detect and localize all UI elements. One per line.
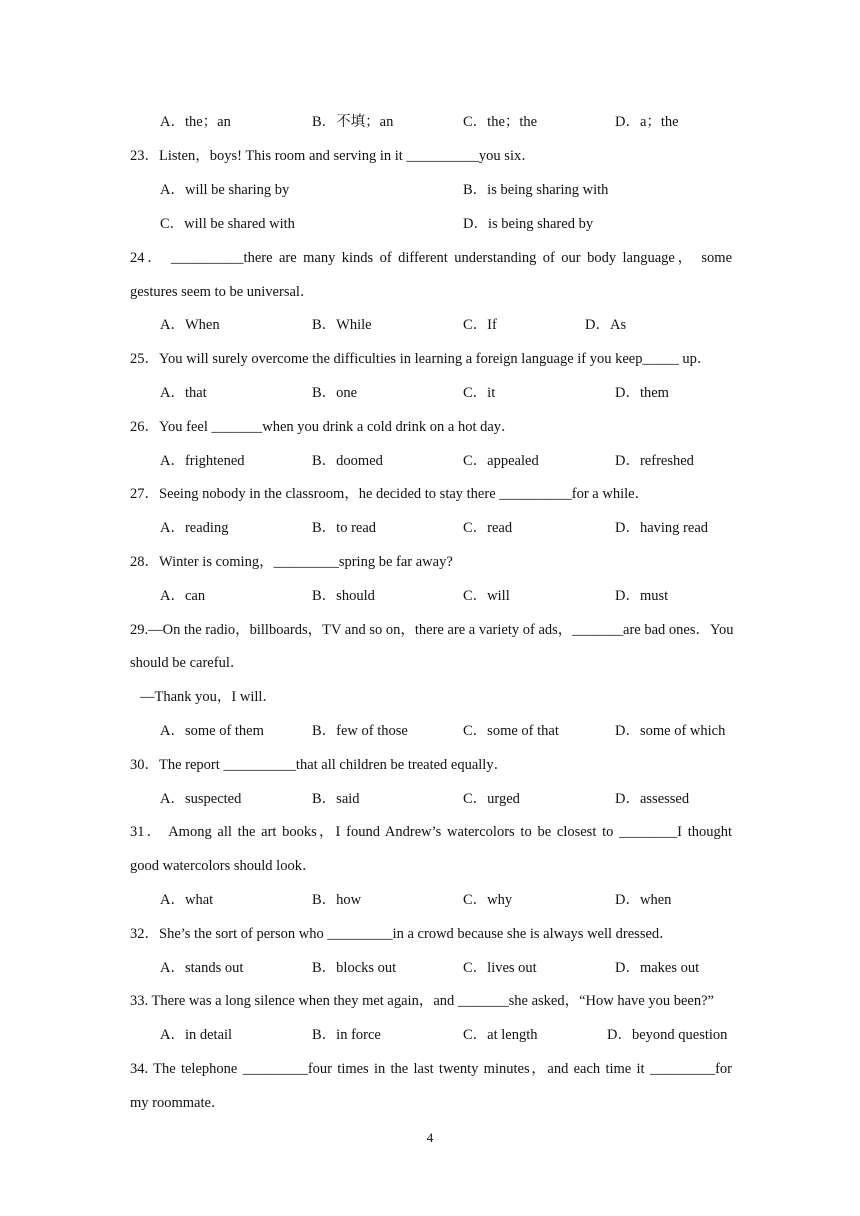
answer-option: A．When (160, 317, 220, 333)
answer-option: A．that (160, 385, 207, 401)
answer-option: D．beyond question (607, 1027, 728, 1043)
answer-option: B．said (312, 791, 360, 807)
answer-option: A．reading (160, 520, 229, 536)
question-text: 27．Seeing nobody in the classroom，he decided to stay there __________for a while． (130, 486, 650, 502)
question-text: should be careful． (130, 655, 245, 671)
answer-option: A．will be sharing by (160, 182, 290, 198)
question-text: 28．Winter is coming，_________spring be far away? (130, 554, 453, 570)
question-text: 34. The telephone _________four times in the last twenty minutes，and each time it _________for (130, 1061, 732, 1077)
question-text: 33. There was a long silence when they met again，and _______she asked，“How have you been?” (130, 993, 714, 1009)
question-text: 23．Listen，boys! This room and serving in it __________you six． (130, 148, 536, 164)
answer-option: B．doomed (312, 453, 383, 469)
answer-option: D．having read (615, 520, 709, 536)
question-text: 32．She’s the sort of person who _________in a crowd because she is always well dressed． (130, 926, 674, 942)
answer-option: D．refreshed (615, 453, 694, 469)
answer-option: D．As (585, 317, 627, 333)
answer-option: B．in force (312, 1027, 381, 1043)
answer-option: D．must (615, 588, 669, 604)
answer-option: B．one (312, 385, 358, 401)
answer-option: C．some of that (463, 723, 559, 739)
question-text: 24． __________there are many kinds of different understanding of our body language， some (130, 250, 732, 266)
answer-option: D．some of which (615, 723, 726, 739)
answer-option: B．should (312, 588, 375, 604)
question-text: good watercolors should look． (130, 858, 317, 874)
answer-option: C．urged (463, 791, 520, 807)
answer-option: C．will (463, 588, 510, 604)
question-text: 26．You feel _______when you drink a cold drink on a hot day． (130, 419, 516, 435)
answer-option: D．assessed (615, 791, 690, 807)
answer-option: A．some of them (160, 723, 264, 739)
answer-option: B．few of those (312, 723, 408, 739)
answer-option: D．them (615, 385, 669, 401)
question-text: 31． Among all the art books，I found Andrew’s watercolors to be closest to ________I thought (130, 824, 732, 840)
answer-option: A．the；an (160, 114, 231, 130)
question-text: gestures seem to be universal． (130, 284, 315, 300)
question-text: 30．The report __________that all children be treated equally． (130, 757, 509, 773)
answer-option: B．is being sharing with (463, 182, 609, 198)
answer-option: D．makes out (615, 960, 700, 976)
question-text: 29.—On the radio，billboards，TV and so on，there are a variety of ads，_______are bad ones．You (130, 622, 734, 638)
answer-option: A．stands out (160, 960, 244, 976)
answer-option: D．is being shared by (463, 216, 594, 232)
answer-option: B．how (312, 892, 362, 908)
answer-option: B．不填；an (312, 114, 394, 130)
answer-option: A．frightened (160, 453, 245, 469)
answer-option: C．it (463, 385, 496, 401)
question-text: my roommate． (130, 1095, 226, 1111)
answer-option: A．what (160, 892, 214, 908)
answer-option: C．why (463, 892, 513, 908)
answer-option: C．If (463, 317, 497, 333)
answer-option: A．in detail (160, 1027, 233, 1043)
answer-option: D．a；the (615, 114, 679, 130)
answer-option: B．blocks out (312, 960, 397, 976)
question-text: —Thank you，I will． (140, 689, 277, 705)
answer-option: C．read (463, 520, 513, 536)
answer-option: B．to read (312, 520, 377, 536)
answer-option: C．will be shared with (160, 216, 295, 232)
answer-option: B．While (312, 317, 372, 333)
answer-option: C．appealed (463, 453, 539, 469)
answer-option: C．at length (463, 1027, 538, 1043)
answer-option: C．lives out (463, 960, 537, 976)
answer-option: A．suspected (160, 791, 242, 807)
question-text: 25．You will surely overcome the difficulties in learning a foreign language if you keep_____ up． (130, 351, 712, 367)
answer-option: D．when (615, 892, 672, 908)
answer-option: C．the；the (463, 114, 538, 130)
page-number: 4 (426, 1130, 434, 1145)
answer-option: A．can (160, 588, 206, 604)
